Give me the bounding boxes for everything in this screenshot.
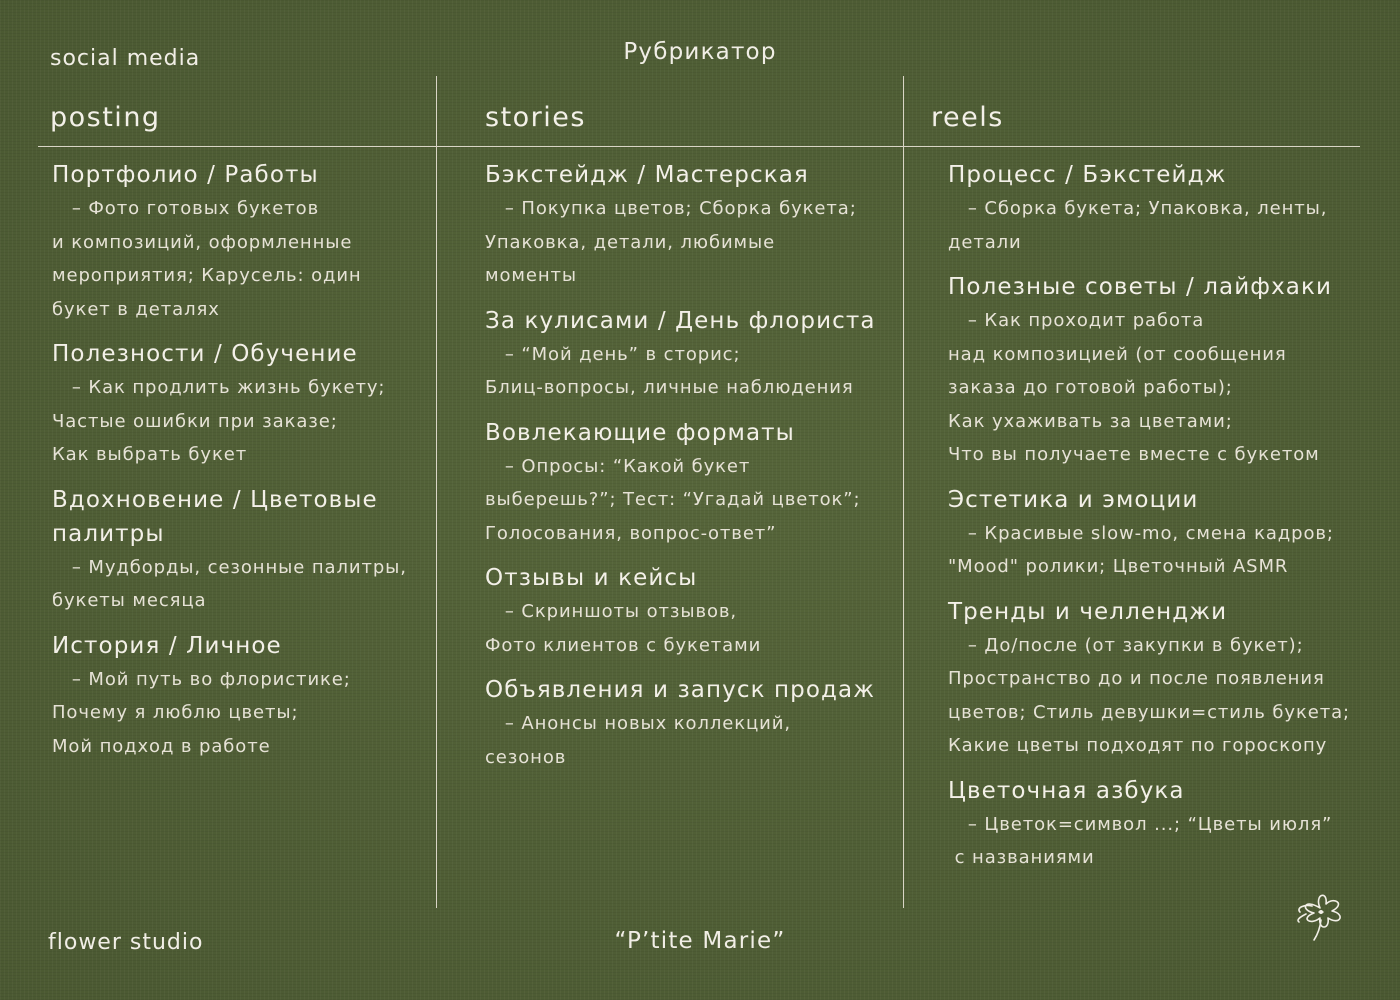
rubric-section xyxy=(485,416,897,551)
rubric-item-text: – До/после (от закупки в букет); xyxy=(948,634,1304,656)
rubric-section xyxy=(52,483,432,618)
rubric-item-text: – Покупка цветов; Сборка букета; xyxy=(485,198,857,219)
rubric-item-text: – Красивые slow-mo, смена кадров; xyxy=(948,522,1334,544)
rubric-item-text: заказа до готовой работы); xyxy=(948,377,1233,398)
column-heading-posting: posting xyxy=(50,102,161,133)
rubric-title: История / Личное xyxy=(52,632,282,659)
flower-doodle-icon xyxy=(1290,884,1352,946)
rubric-item-text: цветов; Стиль девушки=стиль букета; xyxy=(948,701,1351,723)
rubric-section xyxy=(948,774,1368,875)
rubric-title: палитры xyxy=(52,520,165,547)
rubric-item-text: Что вы получаете вместе с букетом xyxy=(948,444,1320,465)
rubric-item-text: сезонов xyxy=(485,746,567,768)
rubric-section xyxy=(52,337,432,472)
rubric-title: Тренды и челленджи xyxy=(948,598,1228,625)
column-posting xyxy=(52,158,432,774)
rubric-title: Объявления и запуск продаж xyxy=(485,677,876,703)
rubric-section xyxy=(485,158,897,293)
rubric-item-text: – Как продлить жизнь букету; xyxy=(52,377,386,398)
rubric-title: Бэкстейдж / Мастерская xyxy=(485,162,809,188)
rubric-item-text: Как выбрать букет xyxy=(52,444,248,465)
rubric-item-text: Упаковка, детали, любимые xyxy=(485,231,776,253)
rubric-item-text: – Мой путь во флористике; xyxy=(52,668,351,690)
rubric-title: Полезности / Обучение xyxy=(52,341,358,367)
rubric-item-text: "Mood" ролики; Цветочный ASMR xyxy=(948,556,1289,577)
rubric-item-text: – Мудборды, сезонные палитры, xyxy=(52,556,407,578)
rubric-section xyxy=(52,629,432,764)
rubric-item-text: – Скриншоты отзывов, xyxy=(485,601,738,622)
rubric-item-text: Как ухаживать за цветами; xyxy=(948,410,1233,432)
column-heading-stories: stories xyxy=(485,102,586,133)
header-divider xyxy=(38,146,1360,147)
rubric-title: Вдохновение / Цветовые xyxy=(52,486,378,513)
rubric-item-text: букет в деталях xyxy=(52,298,220,320)
rubric-title: Портфолио / Работы xyxy=(52,162,319,188)
column-divider-1 xyxy=(436,76,437,908)
rubric-item-text: Пространство до и после появления xyxy=(948,668,1325,689)
rubric-section xyxy=(485,673,897,774)
rubric-title: Вовлекающие форматы xyxy=(485,419,795,446)
rubric-item-text: – Сборка букета; Упаковка, ленты, xyxy=(948,198,1328,219)
rubric-item-text: – Опросы: “Какой букет xyxy=(485,455,751,477)
rubric-item-text: над композицией (от сообщения xyxy=(948,343,1287,365)
rubric-title: Эстетика и эмоции xyxy=(948,486,1199,513)
rubric-item-text: – Цветок=символ ...; “Цветы июля” xyxy=(948,813,1333,835)
rubric-item-text: Какие цветы подходят по гороскопу xyxy=(948,735,1328,756)
rubric-item-text: – “Мой день” в сторис; xyxy=(485,343,741,365)
column-divider-2 xyxy=(903,76,904,908)
header-left-label: social media xyxy=(50,46,201,71)
rubric-item-text: с названиями xyxy=(948,847,1095,868)
rubric-section xyxy=(948,270,1368,472)
rubric-section xyxy=(485,561,897,662)
rubric-item-text: выберешь?”; Тест: “Угадай цветок”; xyxy=(485,489,861,510)
rubric-item-text: мероприятия; Карусель: один xyxy=(52,265,362,286)
page-title: Рубрикатор xyxy=(623,39,777,65)
rubric-item-text: и композиций, оформленные xyxy=(52,231,353,253)
rubric-item-text: Фото клиентов с букетами xyxy=(485,634,762,656)
rubric-section xyxy=(52,158,432,326)
rubric-title: Процесс / Бэкстейдж xyxy=(948,162,1227,188)
rubric-section xyxy=(948,483,1368,584)
rubric-item-text: – Анонсы новых коллекций, xyxy=(485,713,791,734)
rubric-item-text: Мой подход в работе xyxy=(52,735,271,757)
rubric-section xyxy=(948,595,1368,763)
rubric-section xyxy=(485,304,897,405)
rubric-item-text: детали xyxy=(948,231,1022,253)
rubric-item-text: – Фото готовых букетов xyxy=(52,198,320,219)
footer-brand-name: “P’tite Marie” xyxy=(614,928,786,954)
rubric-item-text: Блиц-вопросы, личные наблюдения xyxy=(485,377,854,398)
rubric-title: Цветочная азбука xyxy=(948,777,1185,804)
rubric-item-text: Голосования, вопрос-ответ” xyxy=(485,522,777,544)
rubric-title: Отзывы и кейсы xyxy=(485,565,698,591)
rubric-title: За кулисами / День флориста xyxy=(485,307,876,334)
rubric-section xyxy=(948,158,1368,259)
rubric-item-text: – Как проходит работа xyxy=(948,310,1205,331)
rubric-title: Полезные советы / лайфхаки xyxy=(948,274,1333,300)
column-reels xyxy=(948,158,1368,886)
footer-left-label: flower studio xyxy=(48,930,204,955)
rubric-item-text: Частые ошибки при заказе; xyxy=(52,410,338,432)
rubric-item-text: Почему я люблю цветы; xyxy=(52,702,299,723)
rubric-item-text: букеты месяца xyxy=(52,590,207,611)
rubric-item-text: моменты xyxy=(485,265,578,286)
column-heading-reels: reels xyxy=(931,102,1004,133)
column-stories xyxy=(485,158,897,785)
